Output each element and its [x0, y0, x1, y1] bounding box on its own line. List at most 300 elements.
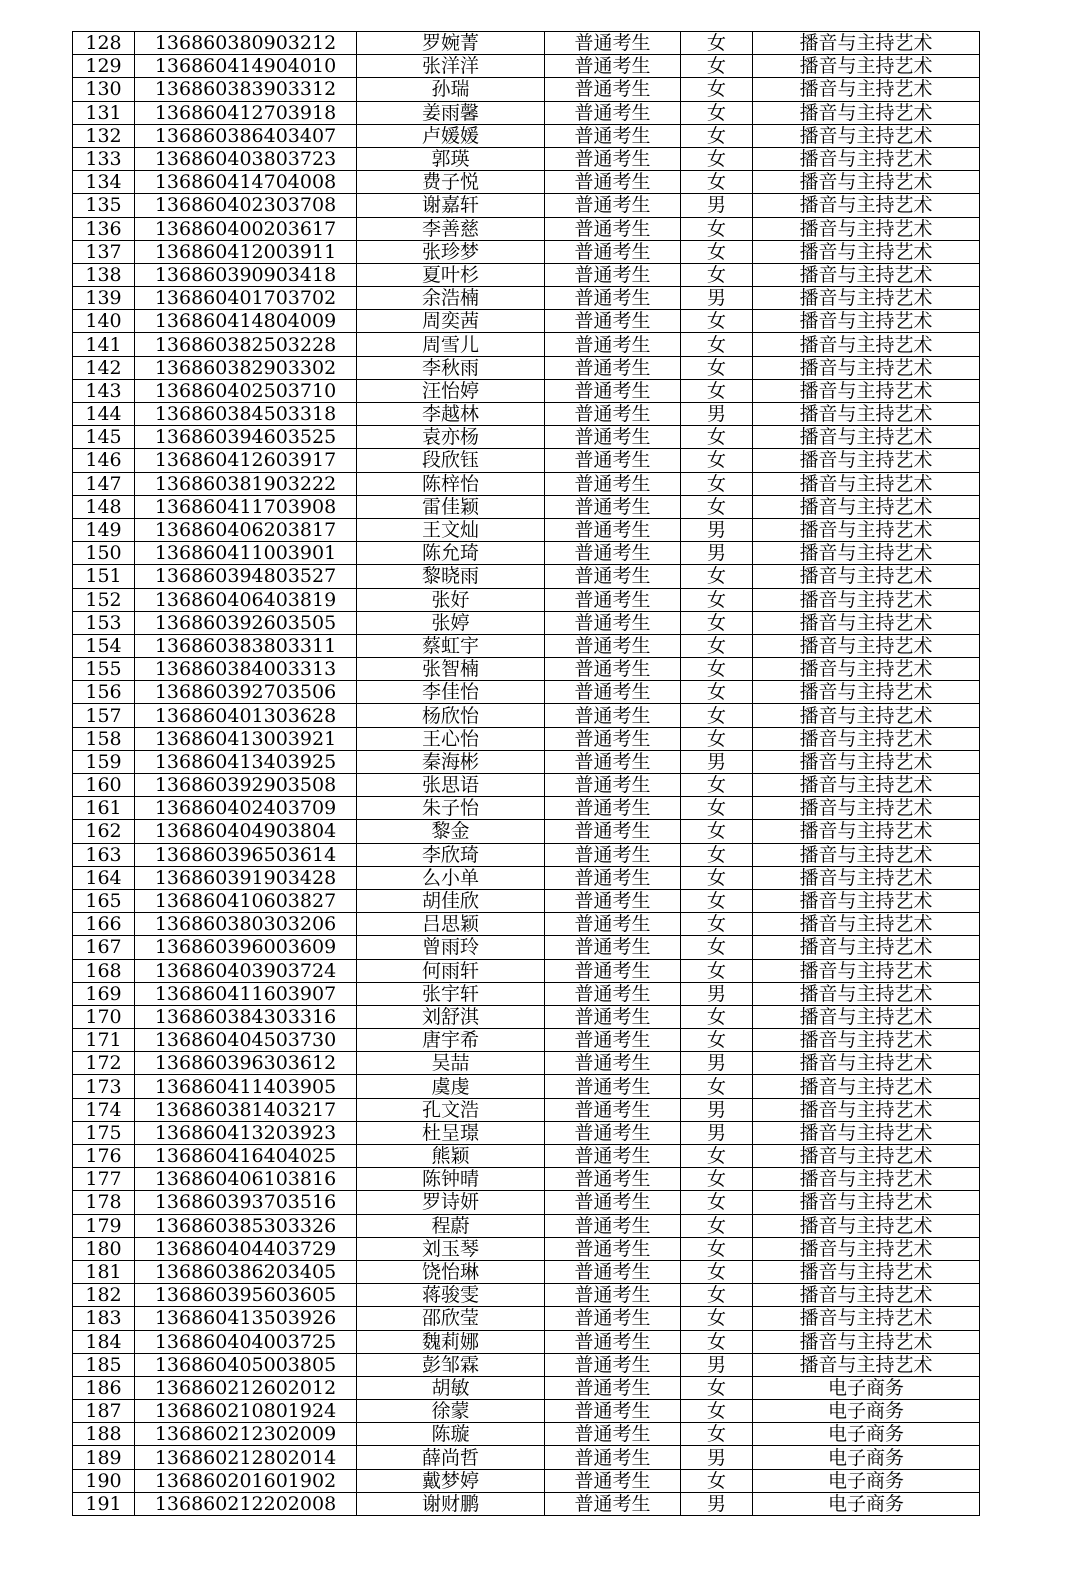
table-row: [73, 727, 980, 750]
candidate-type-cell: 普通考生: [545, 658, 681, 681]
major-cell: 播音与主持艺术: [753, 1052, 980, 1075]
table-row: [73, 1446, 980, 1469]
gender-cell: 女: [681, 1075, 753, 1098]
table-row: [73, 287, 980, 310]
gender-cell: 女: [681, 681, 753, 704]
candidate-type-cell: 普通考生: [545, 1191, 681, 1214]
row-number-cell: 145: [73, 426, 135, 449]
table-row: [73, 310, 980, 333]
table-row: [73, 495, 980, 518]
gender-cell: 女: [681, 124, 753, 147]
candidate-type-cell: 普通考生: [545, 171, 681, 194]
table-row: [73, 750, 980, 773]
exam-id-cell: 136860400203617: [135, 217, 357, 240]
exam-id-cell: 136860391903428: [135, 866, 357, 889]
student-name-cell: 张洋洋: [357, 55, 545, 78]
major-cell: 播音与主持艺术: [753, 147, 980, 170]
row-number-cell: 150: [73, 542, 135, 565]
student-name-cell: 李秋雨: [357, 356, 545, 379]
major-cell: 播音与主持艺术: [753, 611, 980, 634]
major-cell: 播音与主持艺术: [753, 333, 980, 356]
table-row: [73, 449, 980, 472]
row-number-cell: 174: [73, 1098, 135, 1121]
major-cell: 播音与主持艺术: [753, 542, 980, 565]
row-number-cell: 148: [73, 495, 135, 518]
row-number-cell: 168: [73, 959, 135, 982]
major-cell: 播音与主持艺术: [753, 194, 980, 217]
gender-cell: 女: [681, 820, 753, 843]
major-cell: 播音与主持艺术: [753, 1353, 980, 1376]
table-row: [73, 774, 980, 797]
table-row: [73, 171, 980, 194]
exam-id-cell: 136860410603827: [135, 889, 357, 912]
exam-id-cell: 136860406403819: [135, 588, 357, 611]
major-cell: 播音与主持艺术: [753, 1330, 980, 1353]
student-name-cell: 王文灿: [357, 518, 545, 541]
candidate-type-cell: 普通考生: [545, 774, 681, 797]
major-cell: 播音与主持艺术: [753, 820, 980, 843]
candidate-type-cell: 普通考生: [545, 1098, 681, 1121]
student-name-cell: 戴梦婷: [357, 1469, 545, 1492]
student-name-cell: 曾雨玲: [357, 936, 545, 959]
table-row: [73, 565, 980, 588]
exam-id-cell: 136860385303326: [135, 1214, 357, 1237]
gender-cell: 男: [681, 1446, 753, 1469]
row-number-cell: 167: [73, 936, 135, 959]
candidate-type-cell: 普通考生: [545, 379, 681, 402]
table-row: [73, 1492, 980, 1515]
exam-id-cell: 136860392703506: [135, 681, 357, 704]
table-row: [73, 147, 980, 170]
table-row: [73, 1191, 980, 1214]
table-row: [73, 982, 980, 1005]
student-name-cell: 蒋骏雯: [357, 1284, 545, 1307]
row-number-cell: 153: [73, 611, 135, 634]
major-cell: 播音与主持艺术: [753, 1237, 980, 1260]
candidate-type-cell: 普通考生: [545, 518, 681, 541]
major-cell: 播音与主持艺术: [753, 32, 980, 55]
gender-cell: 女: [681, 310, 753, 333]
student-name-cell: 李欣琦: [357, 843, 545, 866]
row-number-cell: 131: [73, 101, 135, 124]
student-name-cell: 杨欣怡: [357, 704, 545, 727]
candidate-type-cell: 普通考生: [545, 913, 681, 936]
major-cell: 播音与主持艺术: [753, 287, 980, 310]
major-cell: 播音与主持艺术: [753, 681, 980, 704]
major-cell: 播音与主持艺术: [753, 658, 980, 681]
gender-cell: 男: [681, 1492, 753, 1515]
exam-id-cell: 136860380303206: [135, 913, 357, 936]
major-cell: 播音与主持艺术: [753, 310, 980, 333]
row-number-cell: 186: [73, 1376, 135, 1399]
table-row: [73, 379, 980, 402]
gender-cell: 女: [681, 634, 753, 657]
table-row: [73, 1260, 980, 1283]
candidate-type-cell: 普通考生: [545, 1284, 681, 1307]
student-name-cell: 王心怡: [357, 727, 545, 750]
student-name-cell: 周雪儿: [357, 333, 545, 356]
student-name-cell: 夏叶杉: [357, 263, 545, 286]
major-cell: 播音与主持艺术: [753, 55, 980, 78]
candidate-type-cell: 普通考生: [545, 1260, 681, 1283]
exam-id-cell: 136860212602012: [135, 1376, 357, 1399]
exam-id-cell: 136860384003313: [135, 658, 357, 681]
major-cell: 播音与主持艺术: [753, 750, 980, 773]
row-number-cell: 191: [73, 1492, 135, 1515]
exam-id-cell: 136860380903212: [135, 32, 357, 55]
candidate-type-cell: 普通考生: [545, 1052, 681, 1075]
exam-id-cell: 136860201601902: [135, 1469, 357, 1492]
exam-id-cell: 136860212802014: [135, 1446, 357, 1469]
exam-id-cell: 136860412003911: [135, 240, 357, 263]
exam-id-cell: 136860402303708: [135, 194, 357, 217]
table-row: [73, 959, 980, 982]
student-name-cell: 熊颖: [357, 1145, 545, 1168]
candidate-type-cell: 普通考生: [545, 426, 681, 449]
table-row: [73, 1052, 980, 1075]
exam-id-cell: 136860386403407: [135, 124, 357, 147]
candidate-type-cell: 普通考生: [545, 1446, 681, 1469]
major-cell: 播音与主持艺术: [753, 78, 980, 101]
table-row: [73, 78, 980, 101]
candidate-type-cell: 普通考生: [545, 472, 681, 495]
gender-cell: 女: [681, 1423, 753, 1446]
exam-id-cell: 136860416404025: [135, 1145, 357, 1168]
student-name-cell: 郭瑛: [357, 147, 545, 170]
candidate-type-cell: 普通考生: [545, 1214, 681, 1237]
candidate-type-cell: 普通考生: [545, 287, 681, 310]
major-cell: 电子商务: [753, 1400, 980, 1423]
student-name-cell: 程蔚: [357, 1214, 545, 1237]
table-row: [73, 333, 980, 356]
row-number-cell: 130: [73, 78, 135, 101]
student-name-cell: 张智楠: [357, 658, 545, 681]
gender-cell: 女: [681, 1145, 753, 1168]
student-name-cell: 罗婉菁: [357, 32, 545, 55]
candidate-type-cell: 普通考生: [545, 1075, 681, 1098]
major-cell: 播音与主持艺术: [753, 797, 980, 820]
student-name-cell: 邵欣莹: [357, 1307, 545, 1330]
candidate-type-cell: 普通考生: [545, 1237, 681, 1260]
major-cell: 播音与主持艺术: [753, 518, 980, 541]
exam-id-cell: 136860396503614: [135, 843, 357, 866]
major-cell: 播音与主持艺术: [753, 403, 980, 426]
gender-cell: 女: [681, 1376, 753, 1399]
student-name-cell: 秦海彬: [357, 750, 545, 773]
exam-id-cell: 136860414804009: [135, 310, 357, 333]
row-number-cell: 188: [73, 1423, 135, 1446]
student-name-cell: 蔡虹宇: [357, 634, 545, 657]
candidate-type-cell: 普通考生: [545, 542, 681, 565]
candidate-type-cell: 普通考生: [545, 727, 681, 750]
major-cell: 播音与主持艺术: [753, 217, 980, 240]
gender-cell: 女: [681, 658, 753, 681]
student-name-cell: 虞虔: [357, 1075, 545, 1098]
row-number-cell: 154: [73, 634, 135, 657]
table-body: [73, 32, 980, 1516]
row-number-cell: 185: [73, 1353, 135, 1376]
row-number-cell: 155: [73, 658, 135, 681]
row-number-cell: 152: [73, 588, 135, 611]
gender-cell: 男: [681, 287, 753, 310]
gender-cell: 女: [681, 495, 753, 518]
major-cell: 播音与主持艺术: [753, 449, 980, 472]
table-row: [73, 1145, 980, 1168]
table-row: [73, 936, 980, 959]
candidate-type-cell: 普通考生: [545, 681, 681, 704]
candidate-type-cell: 普通考生: [545, 1330, 681, 1353]
gender-cell: 女: [681, 1237, 753, 1260]
row-number-cell: 178: [73, 1191, 135, 1214]
exam-id-cell: 136860381903222: [135, 472, 357, 495]
gender-cell: 女: [681, 356, 753, 379]
student-name-cell: 饶怡琳: [357, 1260, 545, 1283]
student-name-cell: 罗诗妍: [357, 1191, 545, 1214]
table-row: [73, 1353, 980, 1376]
candidate-type-cell: 普通考生: [545, 1469, 681, 1492]
student-name-cell: 袁亦杨: [357, 426, 545, 449]
student-name-cell: 刘舒淇: [357, 1005, 545, 1028]
candidate-type-cell: 普通考生: [545, 1353, 681, 1376]
candidate-type-cell: 普通考生: [545, 889, 681, 912]
student-name-cell: 余浩楠: [357, 287, 545, 310]
gender-cell: 女: [681, 797, 753, 820]
row-number-cell: 166: [73, 913, 135, 936]
row-number-cell: 141: [73, 333, 135, 356]
student-name-cell: 刘玉琴: [357, 1237, 545, 1260]
candidate-type-cell: 普通考生: [545, 1376, 681, 1399]
exam-id-cell: 136860392603505: [135, 611, 357, 634]
row-number-cell: 184: [73, 1330, 135, 1353]
table-row: [73, 263, 980, 286]
student-name-cell: 卢媛媛: [357, 124, 545, 147]
candidate-type-cell: 普通考生: [545, 194, 681, 217]
gender-cell: 女: [681, 426, 753, 449]
row-number-cell: 136: [73, 217, 135, 240]
row-number-cell: 158: [73, 727, 135, 750]
major-cell: 播音与主持艺术: [753, 1121, 980, 1144]
candidate-type-cell: 普通考生: [545, 704, 681, 727]
table-row: [73, 704, 980, 727]
row-number-cell: 151: [73, 565, 135, 588]
exam-id-cell: 136860382903302: [135, 356, 357, 379]
table-row: [73, 217, 980, 240]
table-row: [73, 1330, 980, 1353]
major-cell: 播音与主持艺术: [753, 913, 980, 936]
gender-cell: 女: [681, 1260, 753, 1283]
major-cell: 播音与主持艺术: [753, 1168, 980, 1191]
row-number-cell: 128: [73, 32, 135, 55]
table-row: [73, 611, 980, 634]
student-name-cell: 陈梓怡: [357, 472, 545, 495]
row-number-cell: 159: [73, 750, 135, 773]
student-name-cell: 张宇轩: [357, 982, 545, 1005]
gender-cell: 女: [681, 78, 753, 101]
major-cell: 播音与主持艺术: [753, 1029, 980, 1052]
gender-cell: 男: [681, 518, 753, 541]
row-number-cell: 156: [73, 681, 135, 704]
candidate-type-cell: 普通考生: [545, 1145, 681, 1168]
candidate-type-cell: 普通考生: [545, 55, 681, 78]
major-cell: 播音与主持艺术: [753, 843, 980, 866]
gender-cell: 女: [681, 472, 753, 495]
table-row: [73, 1168, 980, 1191]
student-name-cell: 李善慈: [357, 217, 545, 240]
candidate-type-cell: 普通考生: [545, 866, 681, 889]
candidate-type-cell: 普通考生: [545, 147, 681, 170]
table-row: [73, 797, 980, 820]
row-number-cell: 161: [73, 797, 135, 820]
candidate-type-cell: 普通考生: [545, 1168, 681, 1191]
gender-cell: 女: [681, 32, 753, 55]
exam-id-cell: 136860414904010: [135, 55, 357, 78]
major-cell: 电子商务: [753, 1492, 980, 1515]
gender-cell: 女: [681, 959, 753, 982]
row-number-cell: 175: [73, 1121, 135, 1144]
exam-id-cell: 136860393703516: [135, 1191, 357, 1214]
row-number-cell: 137: [73, 240, 135, 263]
row-number-cell: 129: [73, 55, 135, 78]
row-number-cell: 147: [73, 472, 135, 495]
gender-cell: 女: [681, 55, 753, 78]
major-cell: 播音与主持艺术: [753, 634, 980, 657]
candidate-type-cell: 普通考生: [545, 1029, 681, 1052]
major-cell: 播音与主持艺术: [753, 866, 980, 889]
candidate-type-cell: 普通考生: [545, 982, 681, 1005]
row-number-cell: 164: [73, 866, 135, 889]
gender-cell: 女: [681, 240, 753, 263]
candidate-type-cell: 普通考生: [545, 1400, 681, 1423]
exam-id-cell: 136860411003901: [135, 542, 357, 565]
table-row: [73, 889, 980, 912]
gender-cell: 女: [681, 727, 753, 750]
row-number-cell: 189: [73, 1446, 135, 1469]
gender-cell: 女: [681, 1469, 753, 1492]
exam-id-cell: 136860386203405: [135, 1260, 357, 1283]
table-row: [73, 1469, 980, 1492]
candidate-type-cell: 普通考生: [545, 240, 681, 263]
table-row: [73, 634, 980, 657]
table-row: [73, 542, 980, 565]
exam-id-cell: 136860404903804: [135, 820, 357, 843]
table-row: [73, 1307, 980, 1330]
exam-id-cell: 136860414704008: [135, 171, 357, 194]
student-name-cell: 段欣钰: [357, 449, 545, 472]
candidate-type-cell: 普通考生: [545, 124, 681, 147]
exam-id-cell: 136860383903312: [135, 78, 357, 101]
gender-cell: 女: [681, 774, 753, 797]
student-name-cell: 黎金: [357, 820, 545, 843]
gender-cell: 女: [681, 449, 753, 472]
exam-id-cell: 136860390903418: [135, 263, 357, 286]
gender-cell: 男: [681, 982, 753, 1005]
candidate-type-cell: 普通考生: [545, 959, 681, 982]
table-row: [73, 55, 980, 78]
student-name-cell: 孙瑞: [357, 78, 545, 101]
major-cell: 播音与主持艺术: [753, 982, 980, 1005]
table-row: [73, 843, 980, 866]
table-row: [73, 588, 980, 611]
student-name-cell: 张珍梦: [357, 240, 545, 263]
table-row: [73, 101, 980, 124]
table-row: [73, 1376, 980, 1399]
row-number-cell: 144: [73, 403, 135, 426]
student-name-cell: 雷佳颖: [357, 495, 545, 518]
row-number-cell: 172: [73, 1052, 135, 1075]
gender-cell: 女: [681, 936, 753, 959]
candidate-type-cell: 普通考生: [545, 634, 681, 657]
candidate-type-cell: 普通考生: [545, 820, 681, 843]
major-cell: 播音与主持艺术: [753, 101, 980, 124]
major-cell: 播音与主持艺术: [753, 1260, 980, 1283]
exam-id-cell: 136860396003609: [135, 936, 357, 959]
exam-id-cell: 136860401703702: [135, 287, 357, 310]
row-number-cell: 143: [73, 379, 135, 402]
candidate-type-cell: 普通考生: [545, 333, 681, 356]
major-cell: 播音与主持艺术: [753, 727, 980, 750]
row-number-cell: 157: [73, 704, 135, 727]
table-row: [73, 240, 980, 263]
candidate-type-cell: 普通考生: [545, 1492, 681, 1515]
row-number-cell: 163: [73, 843, 135, 866]
student-name-cell: 陈允琦: [357, 542, 545, 565]
major-cell: 电子商务: [753, 1423, 980, 1446]
candidate-type-cell: 普通考生: [545, 101, 681, 124]
gender-cell: 女: [681, 704, 753, 727]
student-name-cell: 张思语: [357, 774, 545, 797]
exam-id-cell: 136860411403905: [135, 1075, 357, 1098]
exam-id-cell: 136860212202008: [135, 1492, 357, 1515]
table-row: [73, 403, 980, 426]
gender-cell: 男: [681, 1052, 753, 1075]
row-number-cell: 190: [73, 1469, 135, 1492]
gender-cell: 女: [681, 889, 753, 912]
candidate-type-cell: 普通考生: [545, 565, 681, 588]
student-name-cell: 朱子怡: [357, 797, 545, 820]
major-cell: 播音与主持艺术: [753, 171, 980, 194]
gender-cell: 男: [681, 194, 753, 217]
gender-cell: 女: [681, 333, 753, 356]
exam-id-cell: 136860413403925: [135, 750, 357, 773]
exam-id-cell: 136860406203817: [135, 518, 357, 541]
student-name-cell: 张好: [357, 588, 545, 611]
gender-cell: 男: [681, 1121, 753, 1144]
exam-id-cell: 136860403803723: [135, 147, 357, 170]
student-name-cell: 孔文浩: [357, 1098, 545, 1121]
table-row: [73, 1005, 980, 1028]
gender-cell: 女: [681, 171, 753, 194]
student-name-cell: 张婷: [357, 611, 545, 634]
major-cell: 播音与主持艺术: [753, 1075, 980, 1098]
candidate-type-cell: 普通考生: [545, 403, 681, 426]
gender-cell: 女: [681, 565, 753, 588]
table-row: [73, 124, 980, 147]
exam-id-cell: 136860411703908: [135, 495, 357, 518]
table-row: [73, 820, 980, 843]
candidate-type-cell: 普通考生: [545, 750, 681, 773]
exam-id-cell: 136860394603525: [135, 426, 357, 449]
candidate-type-cell: 普通考生: [545, 356, 681, 379]
table-row: [73, 1400, 980, 1423]
table-row: [73, 681, 980, 704]
student-name-cell: 费子悦: [357, 171, 545, 194]
row-number-cell: 139: [73, 287, 135, 310]
gender-cell: 女: [681, 588, 753, 611]
row-number-cell: 162: [73, 820, 135, 843]
row-number-cell: 138: [73, 263, 135, 286]
gender-cell: 女: [681, 217, 753, 240]
student-name-cell: 陈钟晴: [357, 1168, 545, 1191]
